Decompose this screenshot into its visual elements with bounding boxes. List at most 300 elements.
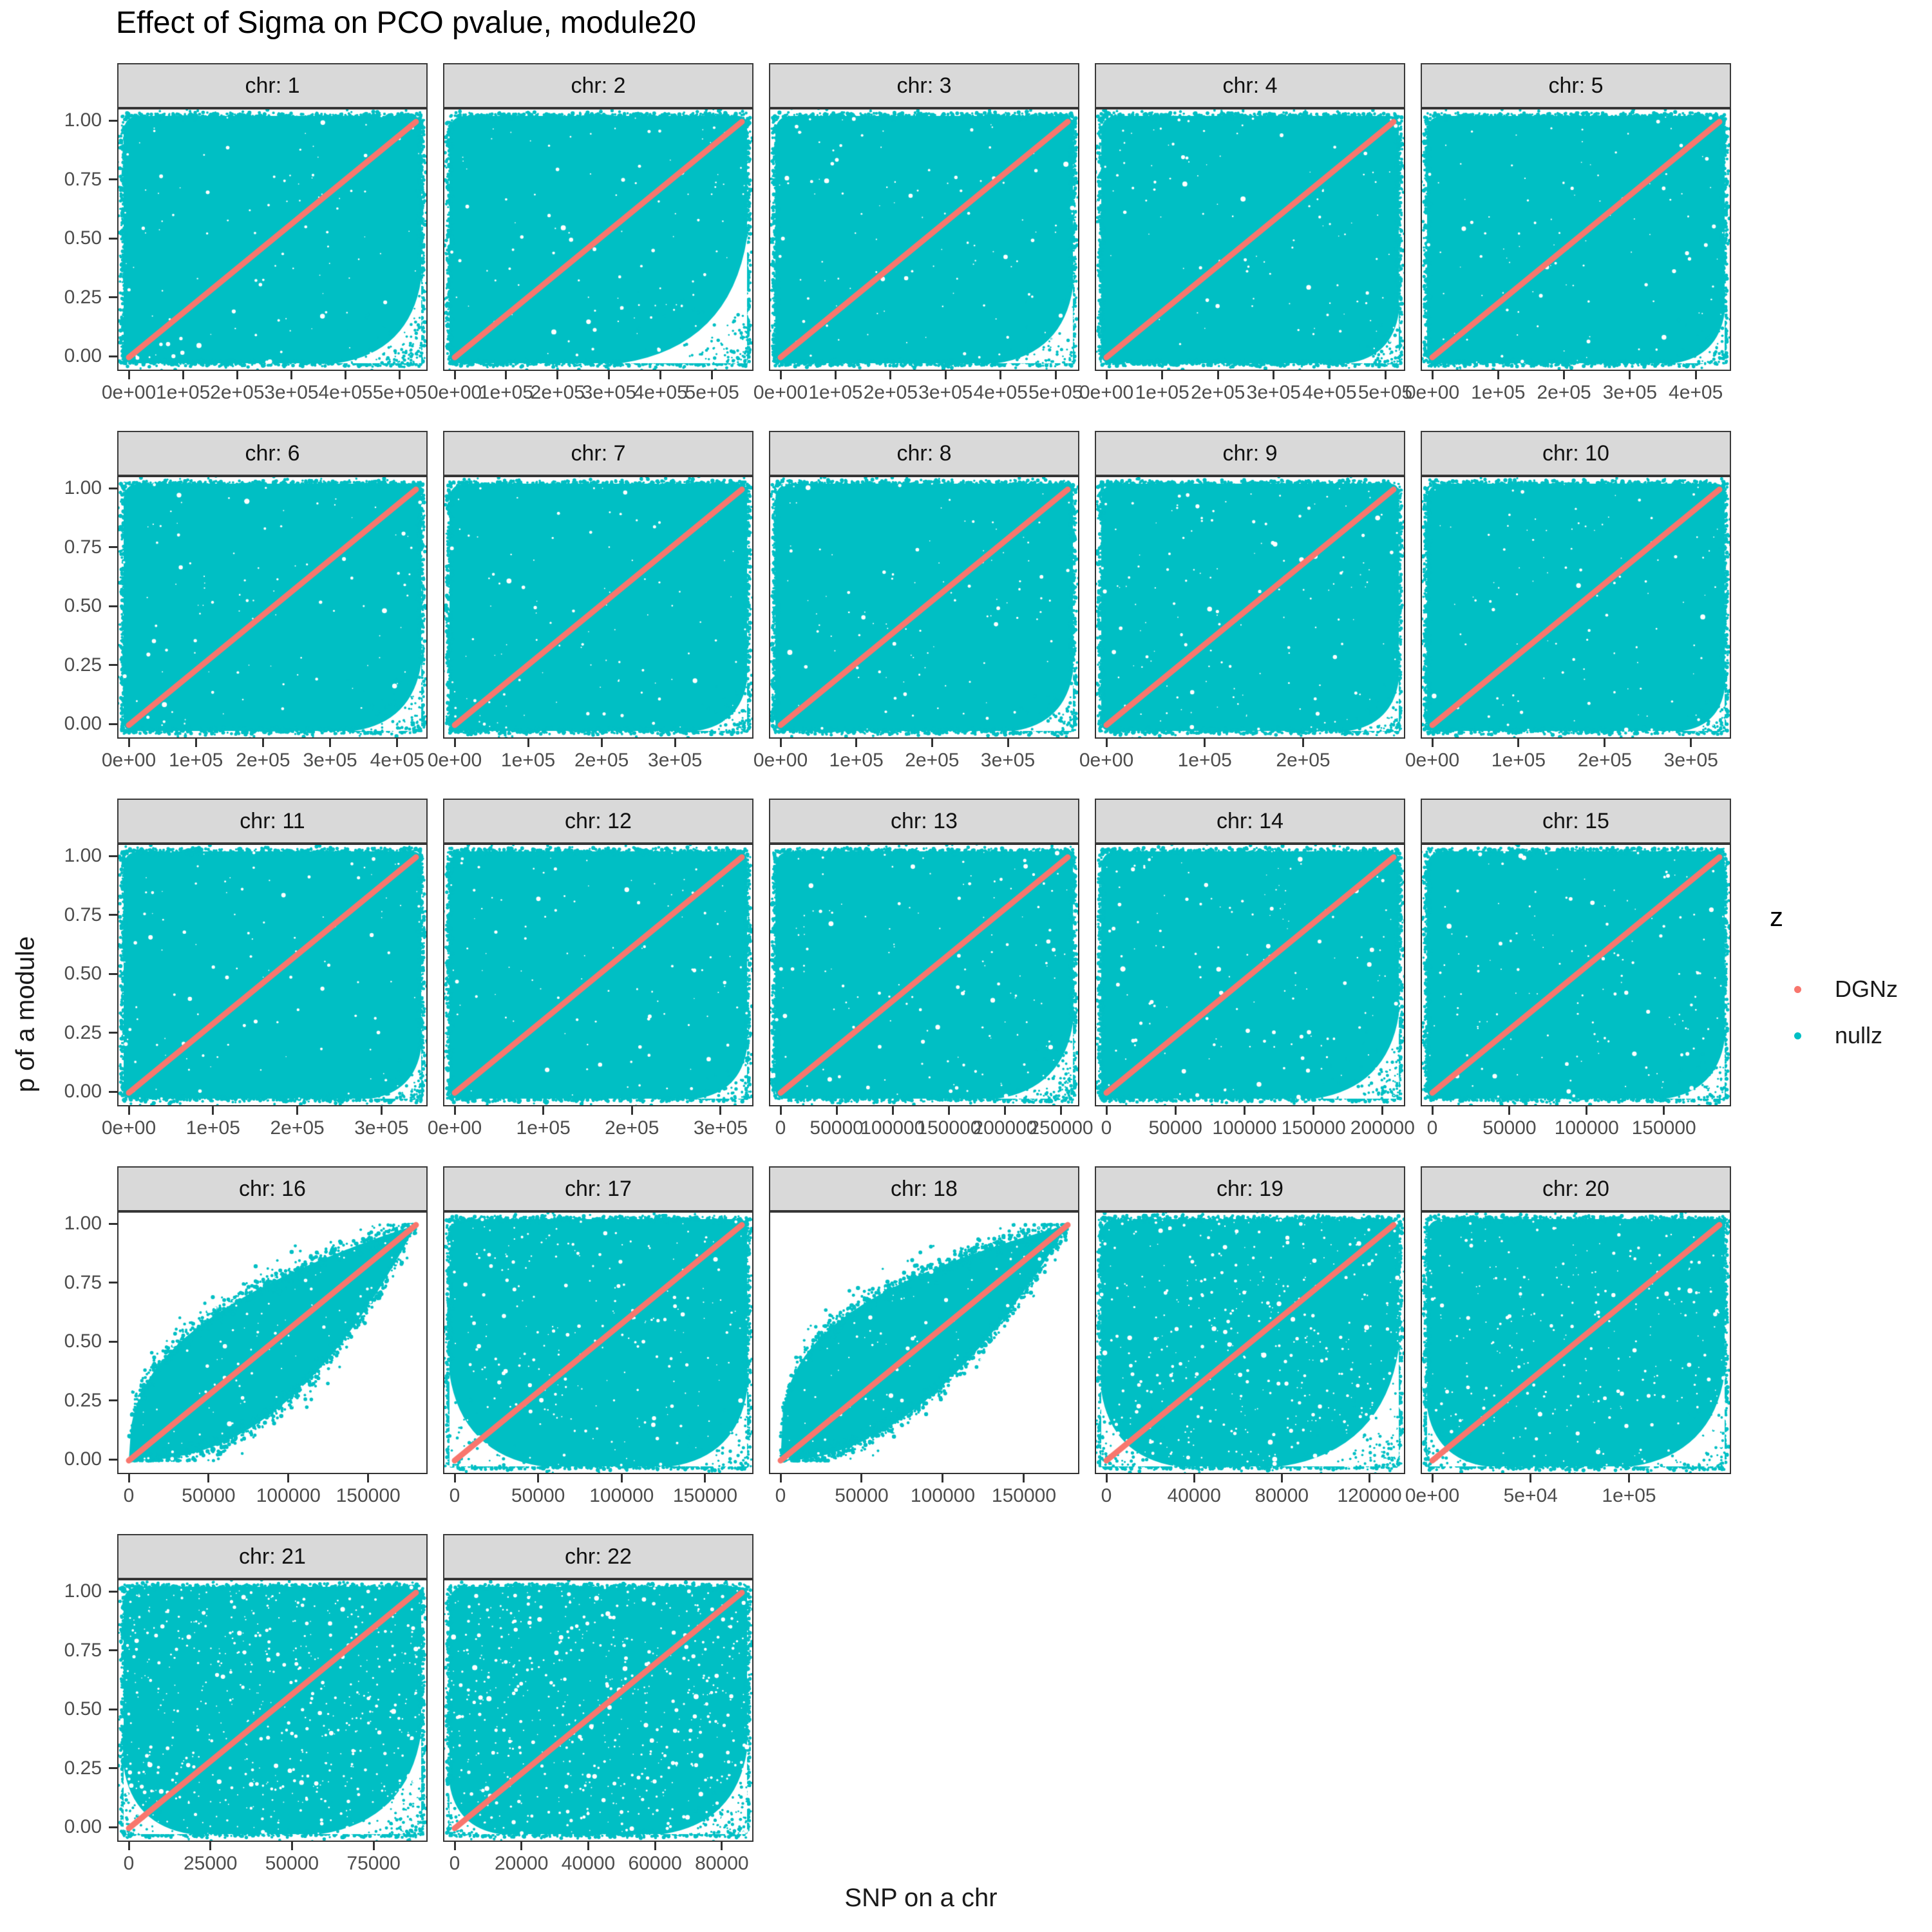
x-tick-mark [1432,739,1434,747]
x-tick-label: 1e+05 [516,1117,571,1139]
x-tick-label: 0e+00 [101,382,156,403]
x-tick-mark [1244,1106,1245,1115]
facet-strip-label: chr: 13 [891,808,958,833]
y-tick-label: 0.50 [64,227,102,249]
facet-strip [443,431,753,476]
x-axis [1405,371,1731,411]
x-tick-label: 0 [1101,1485,1112,1506]
facet-chr-4 [1079,63,1413,411]
x-tick-label: 0 [775,1117,786,1139]
facet-chr-11 [101,799,428,1146]
x-tick-label: 250000 [1028,1117,1094,1139]
x-axis [101,371,428,411]
scatter-canvas [1422,1213,1730,1473]
x-tick-mark [1312,1106,1314,1115]
x-tick-label: 4e+05 [370,750,424,771]
facet-strip [117,799,428,844]
x-tick-label: 5e+05 [372,382,427,403]
x-tick-mark [945,371,947,379]
x-axis [1079,371,1413,411]
legend-item-nullz [1766,1012,1898,1059]
x-tick-label: 1e+05 [185,1117,240,1139]
x-tick-label: 2e+05 [236,750,290,771]
x-tick-mark [889,371,891,379]
y-tick-label: 1.00 [64,845,102,866]
x-tick-label: 0e+00 [1079,750,1134,771]
x-tick-mark [1586,1106,1587,1115]
x-tick-mark [1432,1106,1434,1115]
facet-chr-7 [427,431,753,779]
x-tick-mark [128,1474,130,1482]
scatter-canvas [444,1213,752,1473]
y-tick-label: 1.00 [64,477,102,498]
x-tick-mark [1432,1474,1434,1482]
x-tick-mark [1281,1474,1283,1482]
y-tick-mark [109,1459,117,1461]
facet-chr-17 [443,1166,753,1514]
facet-strip [443,1534,753,1579]
x-tick-mark [631,1106,633,1115]
x-tick-mark [892,1106,894,1115]
x-tick-mark [128,739,130,747]
x-tick-mark [1106,1474,1108,1482]
x-tick-mark [1023,1474,1025,1482]
y-tick-mark [109,238,117,240]
facet-chr-21 [117,1534,428,1882]
x-tick-label: 200000 [972,1117,1037,1139]
x-tick-label: 100000 [1554,1117,1619,1139]
y-axis [0,1579,117,1839]
x-tick-mark [207,1474,209,1482]
x-tick-mark [287,1474,289,1482]
y-axis-title: p of a module [11,936,40,1093]
x-tick-mark [601,739,603,747]
facet-strip-label: chr: 9 [1222,440,1278,466]
facet-panel [443,108,753,371]
y-tick-label: 0.50 [64,595,102,616]
x-tick-mark [1175,1106,1177,1115]
x-tick-mark [296,1106,298,1115]
x-tick-label: 100000 [256,1485,321,1506]
x-tick-mark [860,1474,862,1482]
facet-panel [1421,844,1731,1106]
x-tick-mark [711,371,713,379]
x-tick-mark [587,1842,589,1850]
x-tick-mark [780,739,782,747]
x-tick-mark [1629,371,1631,379]
facet-chr-1 [101,63,428,411]
facet-strip [443,63,753,108]
x-tick-mark [1106,739,1108,747]
x-tick-mark [454,371,456,379]
x-axis [1079,739,1405,779]
legend-title: z [1770,902,1783,932]
x-tick-mark [345,371,346,379]
x-tick-mark [1563,371,1565,379]
x-tick-mark [1381,1106,1383,1115]
facet-panel [443,476,753,739]
x-tick-label: 1e+05 [808,382,863,403]
facet-strip-label: chr: 1 [245,73,300,98]
dgnz-point-icon [1794,986,1801,993]
x-tick-label: 1e+05 [1135,382,1189,403]
x-tick-mark [836,1106,838,1115]
x-tick-label: 3e+05 [693,1117,748,1139]
x-axis [117,1474,428,1514]
x-tick-mark [454,1474,456,1482]
y-tick-mark [109,1591,117,1593]
x-tick-mark [1690,739,1692,747]
x-tick-mark [942,1474,943,1482]
x-tick-mark [1007,739,1009,747]
scatter-canvas [444,477,752,737]
x-tick-label: 75000 [346,1853,401,1874]
facet-strip-label: chr: 7 [571,440,626,466]
facet-strip-label: chr: 12 [565,808,632,833]
scatter-canvas [770,845,1078,1105]
scatter-canvas [1096,1213,1404,1473]
x-tick-label: 150000 [1631,1117,1696,1139]
x-tick-label: 50000 [810,1117,864,1139]
y-tick-mark [109,1399,117,1401]
x-tick-mark [454,1842,456,1850]
y-tick-label: 0.75 [64,168,102,190]
y-axis [0,108,117,368]
x-axis [769,1474,1079,1514]
y-tick-mark [109,914,117,916]
x-tick-mark [128,371,130,379]
facet-strip [117,1534,428,1579]
facet-chr-19 [1095,1166,1405,1514]
y-tick-mark [109,1826,117,1828]
x-tick-label: 2e+05 [905,750,960,771]
x-tick-mark [674,739,676,747]
facet-strip-label: chr: 17 [565,1176,632,1201]
y-axis [0,476,117,736]
y-tick-label: 1.00 [64,1213,102,1234]
x-tick-label: 1e+05 [478,382,534,403]
facet-strip [769,1166,1079,1211]
x-tick-mark [291,1842,293,1850]
x-tick-label: 50000 [1482,1117,1537,1139]
x-tick-mark [608,371,610,379]
facet-strip [1095,1166,1405,1211]
x-tick-mark [1368,1474,1370,1482]
y-tick-mark [109,546,117,548]
x-axis [753,739,1079,779]
x-tick-mark [1273,371,1274,379]
x-tick-mark [1004,1106,1006,1115]
x-tick-label: 100000 [910,1485,976,1506]
scatter-canvas [1096,109,1404,370]
scatter-canvas [444,109,752,370]
x-tick-mark [704,1474,706,1482]
scatter-canvas [118,845,426,1105]
x-tick-label: 0e+00 [1405,750,1460,771]
x-tick-label: 25000 [183,1853,238,1874]
y-tick-mark [109,355,117,357]
x-tick-label: 4e+05 [973,382,1028,403]
x-tick-label: 2e+05 [270,1117,325,1139]
y-tick-label: 0.75 [64,1639,102,1661]
y-tick-label: 0.25 [64,1389,102,1411]
x-tick-mark [659,371,661,379]
x-axis [1421,1106,1731,1146]
x-tick-label: 0e+00 [427,382,482,403]
x-tick-mark [373,1842,375,1850]
x-tick-label: 40000 [1167,1485,1221,1506]
x-tick-mark [1432,371,1434,379]
x-tick-label: 0e+00 [427,750,482,771]
facet-strip [117,1166,428,1211]
x-tick-label: 4e+05 [318,382,373,403]
y-tick-label: 0.25 [64,1757,102,1779]
facet-strip [1421,431,1731,476]
y-tick-label: 0.25 [64,1021,102,1043]
x-tick-label: 3e+05 [582,382,636,403]
x-tick-mark [1106,371,1108,379]
y-tick-mark [109,973,117,975]
x-tick-label: 0 [775,1485,786,1506]
facet-strip-label: chr: 15 [1542,808,1609,833]
facet-panel [117,844,428,1106]
x-tick-mark [209,1842,211,1850]
y-tick-mark [109,723,117,725]
x-tick-label: 0e+00 [101,1117,156,1139]
x-tick-label: 200000 [1350,1117,1415,1139]
x-tick-mark [1329,371,1331,379]
x-tick-mark [999,371,1001,379]
facet-panel [1421,476,1731,739]
x-tick-mark [1385,371,1387,379]
x-tick-mark [1604,739,1605,747]
x-axis [769,1106,1094,1146]
x-axis [753,371,1083,411]
y-tick-mark [109,664,117,666]
legend-label-nullz: nullz [1835,1022,1883,1048]
x-tick-mark [1628,1474,1630,1482]
x-tick-label: 80000 [695,1853,749,1874]
x-tick-mark [1508,1106,1510,1115]
scatter-canvas [770,1213,1078,1473]
facet-panel [1421,108,1731,371]
facet-chr-12 [427,799,753,1146]
y-tick-mark [109,1282,117,1283]
x-tick-label: 0e+00 [1405,382,1460,403]
x-tick-label: 100000 [1212,1117,1277,1139]
y-tick-mark [109,296,117,298]
facet-strip [1095,63,1405,108]
legend-item-dgnz [1766,966,1898,1012]
y-tick-mark [109,1341,117,1343]
x-tick-label: 0e+00 [1079,382,1134,403]
x-tick-mark [195,739,197,747]
x-tick-label: 0 [123,1485,135,1506]
y-tick-mark [109,1223,117,1225]
facet-strip-label: chr: 18 [891,1176,958,1201]
scatter-canvas [1096,845,1404,1105]
x-tick-mark [780,371,782,379]
x-tick-label: 5e+05 [685,382,739,403]
x-tick-mark [1663,1106,1665,1115]
x-tick-label: 2e+05 [1276,750,1331,771]
x-axis [443,1842,753,1882]
x-tick-mark [1497,371,1499,379]
x-tick-mark [1695,371,1697,379]
x-tick-label: 3e+05 [1246,382,1301,403]
x-tick-mark [556,371,558,379]
facet-panel [769,844,1079,1106]
x-axis [427,371,753,411]
y-tick-label: 0.00 [64,345,102,366]
x-tick-label: 0e+00 [753,750,808,771]
facet-strip [443,799,753,844]
x-tick-label: 0e+00 [427,1117,482,1139]
x-tick-label: 2e+05 [605,1117,659,1139]
x-tick-mark [621,1474,623,1482]
facet-strip [769,431,1079,476]
x-tick-label: 3e+05 [918,382,973,403]
x-tick-label: 2e+05 [1577,750,1632,771]
x-axis [427,739,753,779]
scatter-canvas [118,1213,426,1473]
x-tick-mark [1161,371,1163,379]
x-tick-label: 50000 [511,1485,565,1506]
facet-panel [117,476,428,739]
scatter-canvas [770,109,1078,370]
x-tick-label: 0e+00 [1405,1485,1460,1506]
x-tick-mark [128,1106,130,1115]
x-tick-label: 60000 [628,1853,682,1874]
x-tick-label: 150000 [916,1117,981,1139]
x-tick-mark [236,371,238,379]
x-tick-mark [454,739,456,747]
x-tick-mark [931,739,933,747]
facet-panel [117,1579,428,1842]
facet-panel [1095,476,1405,739]
scatter-canvas [1422,109,1730,370]
y-tick-mark [109,178,117,180]
y-tick-label: 0.00 [64,713,102,734]
x-axis [443,1474,753,1514]
y-tick-label: 0.75 [64,536,102,558]
x-tick-label: 4e+05 [633,382,688,403]
scatter-canvas [770,477,1078,737]
x-tick-label: 3e+05 [264,382,319,403]
x-tick-label: 150000 [336,1485,401,1506]
facet-strip-label: chr: 6 [245,440,300,466]
x-tick-label: 1e+05 [1491,750,1546,771]
y-tick-mark [109,1091,117,1093]
x-axis [1095,1106,1415,1146]
x-tick-label: 4e+05 [1302,382,1357,403]
y-tick-label: 1.00 [64,109,102,131]
x-tick-mark [1517,739,1519,747]
scatter-canvas [118,1580,426,1841]
x-tick-mark [1060,1106,1062,1115]
facet-panel [769,1211,1079,1474]
x-tick-mark [537,1474,539,1482]
facet-strip [443,1166,753,1211]
x-tick-mark [1530,1474,1531,1482]
facet-strip-label: chr: 21 [239,1544,306,1569]
x-tick-label: 150000 [1281,1117,1346,1139]
y-tick-label: 1.00 [64,1580,102,1602]
y-tick-label: 0.25 [64,654,102,676]
facet-panel [769,108,1079,371]
x-tick-mark [780,1106,782,1115]
facet-strip-label: chr: 20 [1542,1176,1609,1201]
facet-strip [769,799,1079,844]
facet-strip-label: chr: 3 [896,73,952,98]
y-tick-mark [109,1032,117,1034]
x-tick-label: 50000 [265,1853,319,1874]
y-tick-label: 0.50 [64,1331,102,1352]
x-tick-label: 3e+05 [980,750,1036,771]
x-tick-label: 1e+05 [500,750,556,771]
facet-panel [443,1211,753,1474]
facet-chr-22 [443,1534,753,1882]
facet-strip-label: chr: 22 [565,1544,632,1569]
facet-strip [1095,799,1405,844]
facet-chr-6 [101,431,428,779]
x-tick-label: 0e+00 [101,750,156,771]
x-tick-mark [1204,739,1206,747]
x-tick-mark [855,739,857,747]
scatter-canvas [1422,845,1730,1105]
x-tick-label: 2e+05 [210,382,265,403]
x-axis [1405,1474,1731,1514]
x-tick-mark [367,1474,369,1482]
x-tick-label: 150000 [991,1485,1057,1506]
facet-strip [1421,1166,1731,1211]
y-tick-label: 0.50 [64,963,102,984]
facet-strip-label: chr: 10 [1542,440,1609,466]
facet-panel [1095,108,1405,371]
x-tick-mark [454,1106,456,1115]
x-tick-label: 3e+05 [648,750,703,771]
x-axis [101,1106,428,1146]
nullz-point-icon [1794,1032,1801,1039]
facet-chr-5 [1405,63,1731,411]
facet-chr-14 [1095,799,1415,1146]
x-tick-label: 4e+05 [1669,382,1723,403]
facet-panel [769,476,1079,739]
x-tick-mark [654,1842,656,1850]
x-tick-label: 100000 [589,1485,654,1506]
facet-panel [117,108,428,371]
facet-strip-label: chr: 16 [239,1176,306,1201]
y-tick-label: 0.00 [64,1448,102,1470]
x-tick-label: 100000 [860,1117,925,1139]
y-tick-mark [109,1649,117,1651]
legend [1766,902,1898,1059]
x-tick-mark [212,1106,214,1115]
scatter-canvas [118,477,426,737]
facet-chr-8 [753,431,1079,779]
y-tick-mark [109,120,117,122]
x-tick-mark [396,739,398,747]
figure-title: Effect of Sigma on PCO pvalue, module20 [116,6,696,40]
x-tick-label: 20000 [495,1853,549,1874]
facet-panel [117,1211,428,1474]
x-tick-label: 50000 [835,1485,889,1506]
scatter-canvas [444,845,752,1105]
x-tick-mark [505,371,507,379]
facet-panel [443,1579,753,1842]
x-tick-label: 1e+05 [829,750,884,771]
facet-strip-label: chr: 5 [1548,73,1604,98]
